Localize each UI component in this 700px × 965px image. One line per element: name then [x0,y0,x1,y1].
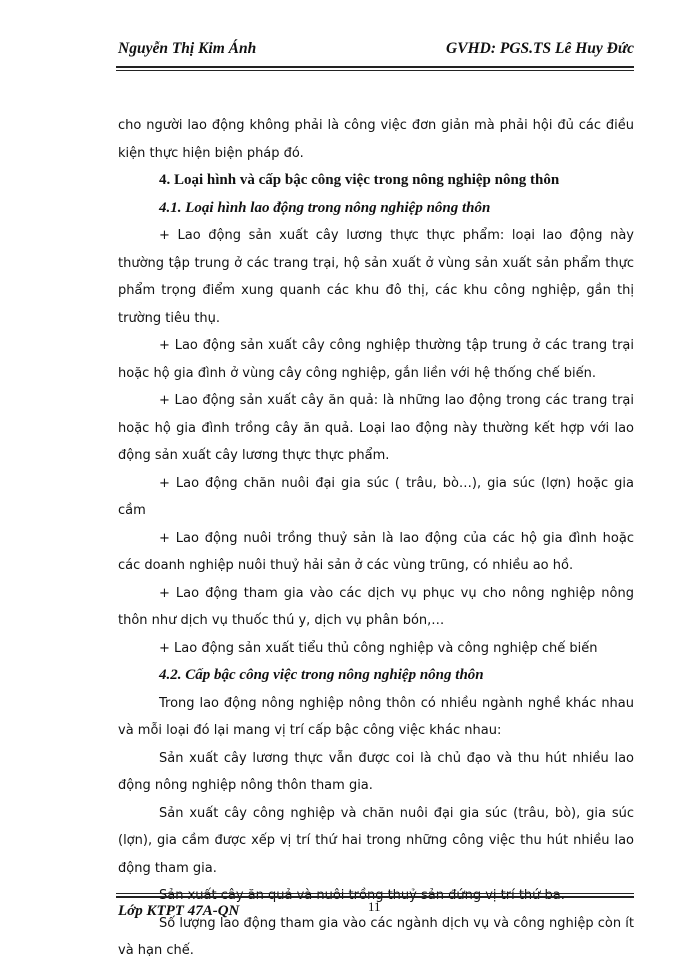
page-number: 11 [368,899,381,914]
paragraph-intro: cho người lao động không phải là công việc đơn giản mà phải hội đủ các điều kiện thực hiện biện pháp đó. [118,118,634,161]
paragraph: Trong lao động nông nghiệp nông thôn có nhiều ngành nghề khác nhau và mỗi loại đó lại mang vị trí cấp bậc công việc khác nhau: [118,695,634,738]
document-body [118,112,634,965]
subsection-heading-4-2: 4.2. Cấp bậc công việc trong nông nghiệp nông thôn [159,667,484,683]
page-header [118,40,634,64]
header-author: Nguyễn Thị Kim Ánh [118,40,257,57]
paragraph: Sản xuất cây công nghiệp và chăn nuôi đại gia súc (trâu, bò), gia súc (lợn), gia cầm được xếp vị trí thứ hai trong những công việc thu hút nhiều lao động tham gia. [118,805,634,876]
header-advisor: GVHD: PGS.TS Lê Huy Đức [446,40,634,57]
footer-rule-thin [116,893,634,894]
footer-class-label: Lớp KTPT 47A-QN [118,903,240,919]
header-rule-thin [116,70,634,71]
list-item: + Lao động nuôi trồng thuỷ sản là lao động của các hộ gia đình hoặc các doanh nghiệp nuôi thuỷ hải sản ở các vùng trũng, có nhiều ao hồ. [118,530,634,573]
list-item: + Lao động sản xuất cây ăn quả: là những lao động trong các trang trại hoặc hộ gia đình trồng cây ăn quả. Loại lao động này thường kết hợp với lao động sản xuất cây lương thực thực phẩm. [118,393,634,463]
paragraph: Sản xuất cây lương thực vẫn được coi là chủ đạo và thu hút nhiều lao động nông nghiệp nông thôn tham gia. [118,750,634,793]
header-rule-thick [116,66,634,68]
subsection-heading-4-1: 4.1. Loại hình lao động trong nông nghiệp nông thôn [159,199,491,216]
list-item: + Lao động tham gia vào các dịch vụ phục vụ cho nông nghiệp nông thôn như dịch vụ thuốc thú y, dịch vụ phân bón,… [118,585,634,628]
list-item: + Lao động sản xuất cây lương thực thực phẩm: loại lao động này thường tập trung ở các trang trại, hộ sản xuất ở vùng sản xuất sản phẩm thực phẩm trọng điểm xung quanh các khu đô thị, các khu công nghiệp, gần thị trường tiêu thụ. [118,228,634,326]
footer-rule-thick [116,896,634,898]
list-item: + Lao động sản xuất tiểu thủ công nghiệp và công nghiệp chế biến [159,640,598,656]
list-item: + Lao động chăn nuôi đại gia súc ( trâu, bò…), gia súc (lợn) hoặc gia cầm [118,475,634,518]
list-item: + Lao động sản xuất cây công nghiệp thường tập trung ở các trang trại hoặc hộ gia đình ở vùng cây công nghiệp, gắn liền với hệ thống chế biến. [118,338,634,381]
section-heading-4: 4. Loại hình và cấp bậc công việc trong nông nghiệp nông thôn [159,172,560,188]
paragraph: Số lượng lao động tham gia vào các ngành dịch vụ và công nghiệp còn ít và hạn chế. [118,915,634,958]
